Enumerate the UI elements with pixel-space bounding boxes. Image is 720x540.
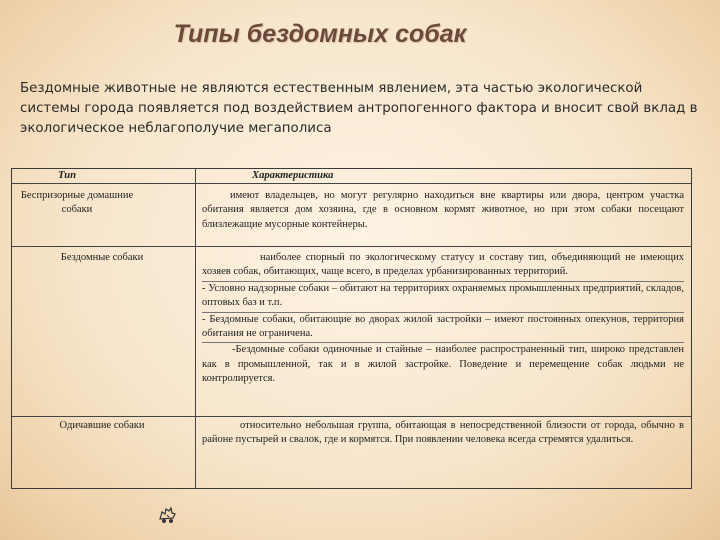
row-divider bbox=[12, 246, 691, 247]
intro-text: Бездомные животные не являются естественным явлением, эта частью экологической системы города появляется под воздействием антропогенного фактора и вносит свой вклад в экологическое неблагополучие мегаполиса bbox=[20, 81, 698, 136]
characteristic-paragraph: - Условно надзорные собаки – обитают на территориях охраняемых промышленных предприятий, складов, оптовых баз и т.п. bbox=[202, 282, 684, 313]
row-characteristic-cell bbox=[202, 251, 684, 387]
dog-logo-icon bbox=[156, 503, 178, 525]
header-characteristic: Характеристика bbox=[252, 170, 334, 181]
characteristic-paragraph: - Бездомные собаки, обитающие во дворах жилой застройки – имеют постоянных опекунов, территория обитания не ограничена. bbox=[202, 313, 684, 344]
characteristic-paragraph: наиболее спорный по экологическому статусу и составу тип, объединяющий не имеющих хозяев собак, обитающих, чаще всего, в пределах урбанизированных территорий. bbox=[202, 251, 684, 282]
row-type-cell: Беспризорные домашние собаки bbox=[20, 190, 134, 216]
row-type-cell: Бездомные собаки bbox=[60, 252, 144, 263]
slide-title: Типы бездомных собак bbox=[173, 20, 467, 48]
header-type: Тип bbox=[57, 170, 76, 181]
characteristic-paragraph: -Бездомные собаки одиночные и стайные – наиболее распространенный тип, широко представлен как в промышленной, так и в жилой застройке. Поведение и перемещение собак людьми не контролируется. bbox=[202, 344, 684, 385]
row-divider bbox=[12, 416, 691, 417]
column-divider bbox=[195, 169, 196, 488]
dog-types-table bbox=[11, 168, 692, 489]
row-type-cell: Одичавшие собаки bbox=[59, 420, 145, 431]
row-characteristic-cell: относительно небольшая группа, обитающая в непосредственной близости от города, обычно в районе пустырей и свалок, где и кормятся. При появлении человека всегда стремятся удалиться. bbox=[202, 420, 684, 446]
row-characteristic-cell: имеют владельцев, но могут регулярно находиться вне квартиры или двора, центром участка обитания является дом хозяина, где в основном кормят животное, но при этом собаки посещают близлежащие мусорные контейнеры. bbox=[202, 190, 684, 230]
